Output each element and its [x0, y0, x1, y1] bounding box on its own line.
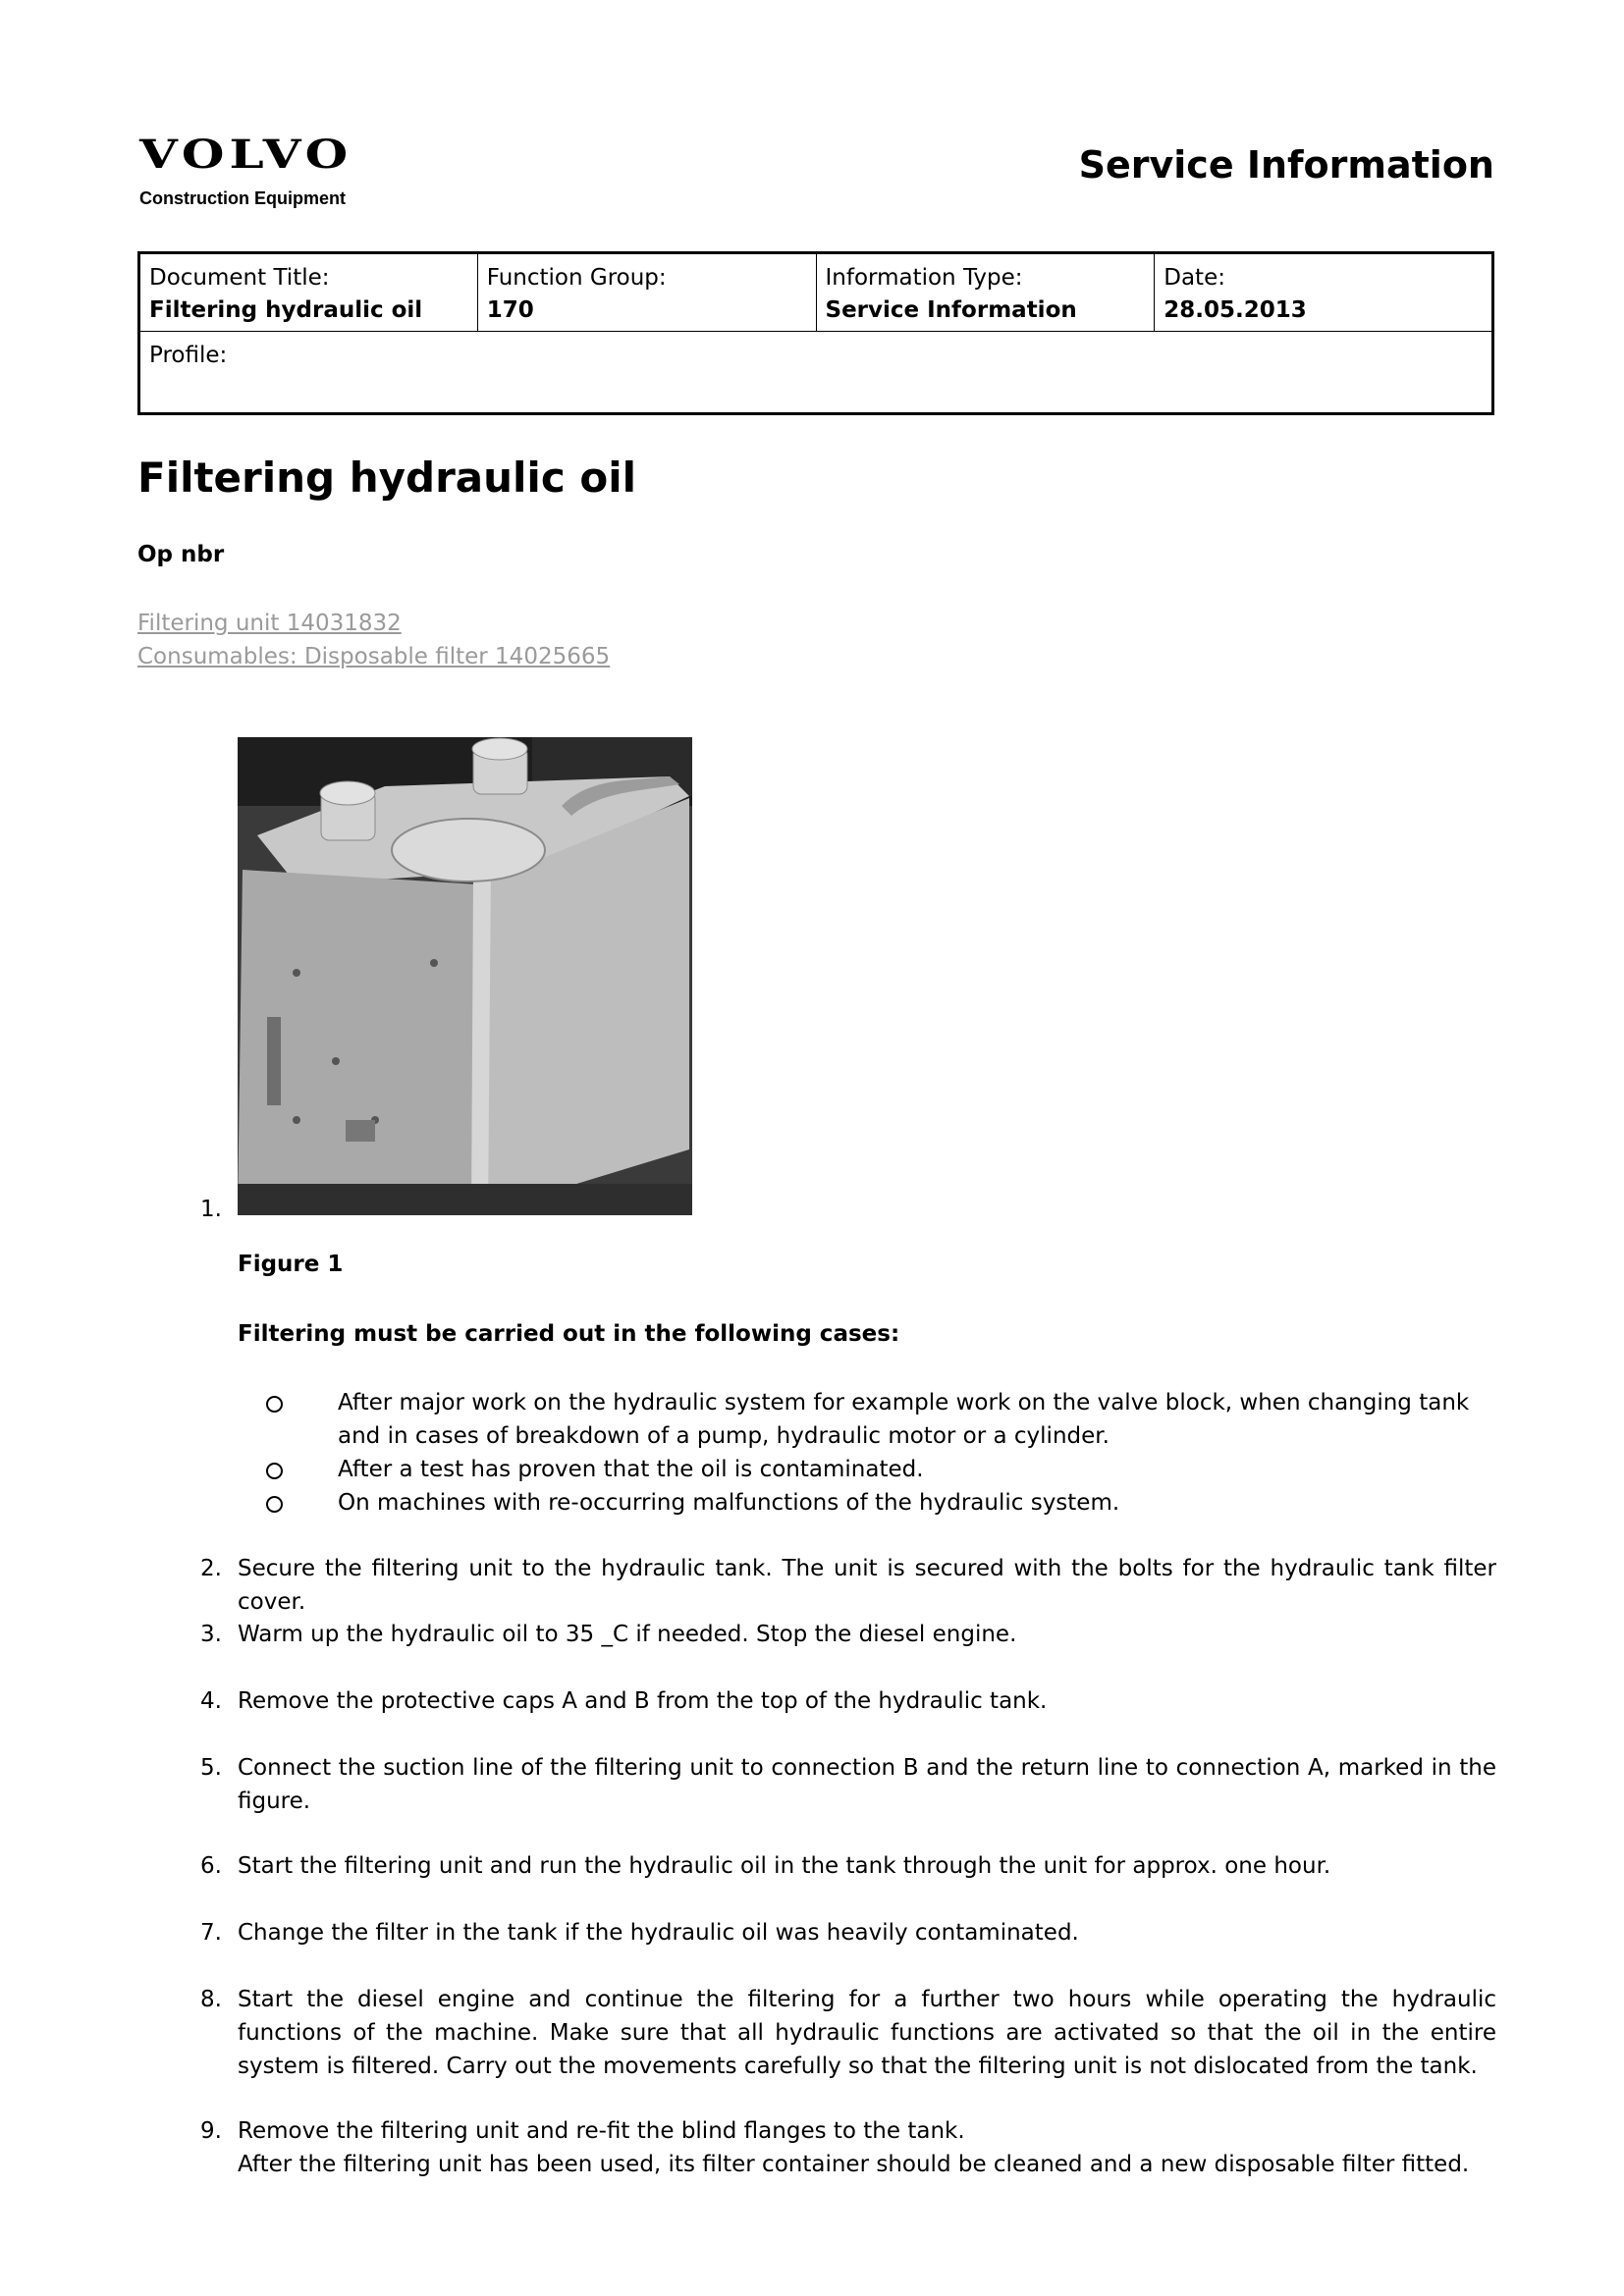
header-title: Service Information	[1078, 143, 1494, 187]
step-number: 8.	[200, 1987, 222, 2012]
bullet-item: After major work on the hydraulic system for example work on the valve block, when changing tank and in cases of breakdown of a pump, hydraulic motor or a cylinder.	[338, 1390, 1470, 1449]
step-number: 2.	[200, 1556, 222, 1581]
step-number: 6.	[200, 1853, 222, 1879]
profile-cell	[139, 332, 1493, 414]
step-number: 3.	[200, 1622, 222, 1647]
step-text-line: Remove the filtering unit and re-fit the blind flanges to the tank.	[238, 2118, 965, 2144]
date-label: Date:	[1164, 265, 1225, 291]
step-text-line: After the filtering unit has been used, its filter container should be cleaned and a new disposable filter fitted.	[238, 2152, 1470, 2177]
info-type-label: Information Type:	[825, 265, 1023, 291]
step-text: Connect the suction line of the filtering unit to connection B and the return line to connection A, marked in the figure.	[238, 1755, 1496, 1814]
page-title: Filtering hydraulic oil	[137, 454, 636, 502]
step-number: 7.	[200, 1920, 222, 1946]
doc-title-label: Document Title:	[149, 265, 330, 291]
doc-title-value: Filtering hydraulic oil	[149, 297, 423, 323]
filtering-unit-link[interactable]: Filtering unit 14031832	[137, 611, 402, 636]
op-nbr: Op nbr	[137, 542, 225, 567]
function-group-value: 170	[486, 297, 534, 323]
step-text: Warm up the hydraulic oil to 35 _C if needed. Stop the diesel engine.	[238, 1622, 1017, 1647]
step-text: Change the filter in the tank if the hydraulic oil was heavily contaminated.	[238, 1920, 1079, 1946]
info-type-cell	[816, 253, 1155, 332]
logo-subtitle: Construction Equipment	[139, 188, 346, 208]
step-text: Start the filtering unit and run the hydraulic oil in the tank through the unit for approx. one hour.	[238, 1853, 1331, 1879]
bullet-item: After a test has proven that the oil is contaminated.	[338, 1457, 924, 1482]
step-text: Secure the filtering unit to the hydraulic tank. The unit is secured with the bolts for the hydraulic tank filter cover.	[238, 1556, 1496, 1615]
date-cell	[1155, 253, 1493, 332]
step-text: Start the diesel engine and continue the filtering for a further two hours while operating the hydraulic functions of the machine. Make sure that all hydraulic functions are activated so that the oil in the entire system is filtered. Carry out the movements carefully so that the filtering unit is not dislocated from the tank.	[238, 1987, 1496, 2079]
step-text	[238, 2114, 1496, 2181]
volvo-logo	[139, 132, 353, 209]
step-number: 4.	[200, 1688, 222, 1714]
bullet-circle-icon	[266, 1396, 283, 1413]
bullet-item: On machines with re-occurring malfunctions of the hydraulic system.	[338, 1490, 1120, 1516]
figure-caption: Figure 1	[238, 1252, 344, 1277]
step-text: Remove the protective caps A and B from the top of the hydraulic tank.	[238, 1688, 1048, 1714]
hydraulic-tank-photo	[238, 737, 692, 1215]
step-number: 9.	[200, 2118, 222, 2144]
function-group-label: Function Group:	[486, 265, 667, 291]
bullet-circle-icon	[266, 1463, 283, 1479]
step-number: 1.	[200, 1197, 222, 1222]
info-type-value: Service Information	[825, 297, 1077, 323]
doc-title-cell	[139, 253, 478, 332]
logo-wordmark: VOLVO	[139, 132, 353, 178]
tools-links	[137, 607, 610, 673]
step-number: 5.	[200, 1755, 222, 1781]
consumables-link[interactable]: Consumables: Disposable filter 14025665	[137, 644, 611, 669]
function-group-cell	[477, 253, 816, 332]
bullet-circle-icon	[266, 1496, 283, 1513]
profile-label: Profile:	[149, 343, 228, 368]
date-value: 28.05.2013	[1164, 297, 1307, 323]
cases-heading: Filtering must be carried out in the following cases:	[238, 1321, 900, 1347]
document-meta-table	[137, 251, 1494, 415]
